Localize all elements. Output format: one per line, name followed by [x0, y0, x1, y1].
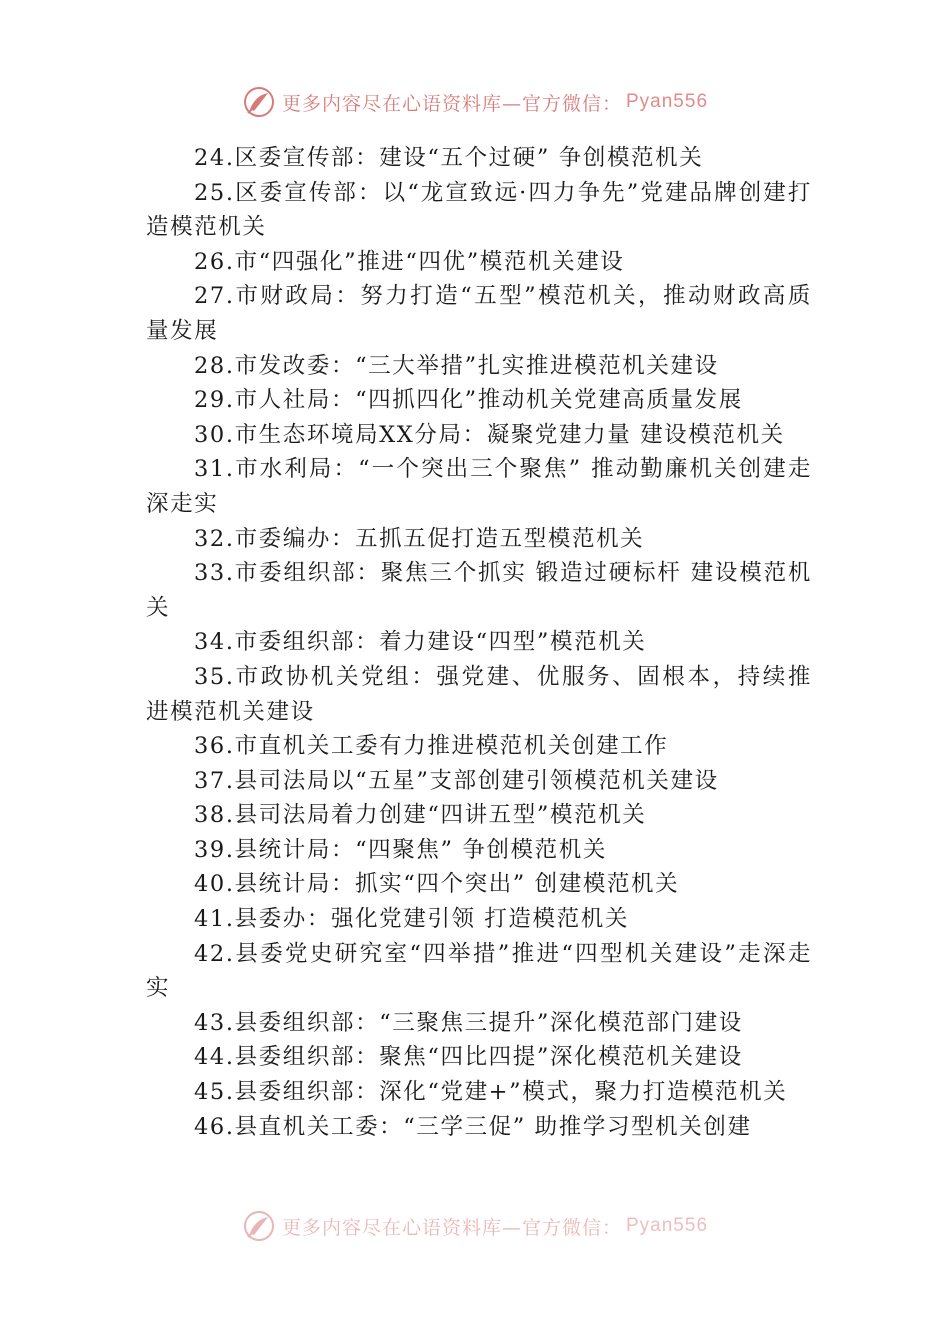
list-item: 34.市委组织部：着力建设“四型”模范机关 [194, 629, 647, 656]
footer-watermark [0, 1206, 950, 1246]
list-item: 31.市水利局：“一个突出三个聚焦” 推动勤廉机关创建走深走实 [146, 456, 812, 517]
list-item: 42.县委党史研究室“四举措”推进“四型机关建设”走深走实 [146, 940, 812, 1002]
list-item: 37.县司法局以“五星”支部创建引领模范机关建设 [194, 767, 719, 794]
list-item: 26.市“四强化”推进“四优”模范机关建设 [194, 248, 625, 275]
list-item: 43.县委组织部：“三聚焦三提升”深化模范部门建设 [194, 1009, 743, 1036]
watermark-id: Pyan556 [626, 91, 709, 112]
list-item: 45.县委组织部：深化“党建+”模式，聚力打造模范机关 [194, 1079, 788, 1106]
list-item: 36.市直机关工委有力推进模范机关创建工作 [194, 733, 669, 760]
watermark-id: Pyan556 [626, 1215, 709, 1236]
list-item: 28.市发改委：“三大举措”扎实推进模范机关建设 [194, 352, 719, 379]
list-item: 46.县直机关工委：“三学三促” 助推学习型机关创建 [194, 1113, 752, 1140]
list-item: 39.县统计局：“四聚焦” 争创模范机关 [194, 836, 607, 863]
list-item: 25.区委宣传部：以“龙宣致远·四力争先”党建品牌创建打造模范机关 [146, 179, 812, 241]
list-item: 35.市政协机关党组：强党建、优服务、固根本，持续推进模范机关建设 [146, 663, 812, 725]
list-item: 32.市委编办：五抓五促打造五型模范机关 [194, 525, 645, 552]
header-watermark [0, 82, 950, 122]
brush-logo-icon [242, 1209, 276, 1243]
list-item: 24.区委宣传部：建设“五个过硬” 争创模范机关 [194, 145, 704, 171]
brush-logo-icon [242, 85, 276, 119]
watermark-text: 更多内容尽在心语资料库—官方微信： [281, 1216, 622, 1239]
document-body [146, 141, 812, 1144]
watermark-text: 更多内容尽在心语资料库—官方微信： [281, 92, 622, 115]
list-item: 41.县委办：强化党建引领 打造模范机关 [194, 906, 629, 933]
list-item: 27.市财政局：努力打造“五型”模范机关，推动财政高质量发展 [146, 283, 812, 344]
list-item: 30.市生态环境局XX分局：凝聚党建力量 建设模范机关 [194, 421, 785, 448]
list-item: 29.市人社局：“四抓四化”推动机关党建高质量发展 [194, 387, 743, 414]
list-item: 40.县统计局：抓实“四个突出” 创建模范机关 [194, 871, 680, 898]
list-item: 44.县委组织部：聚焦“四比四提”深化模范机关建设 [194, 1044, 743, 1071]
list-item: 38.县司法局着力创建“四讲五型”模范机关 [194, 802, 647, 829]
list-item: 33.市委组织部：聚焦三个抓实 锻造过硬标杆 建设模范机关 [146, 560, 812, 621]
